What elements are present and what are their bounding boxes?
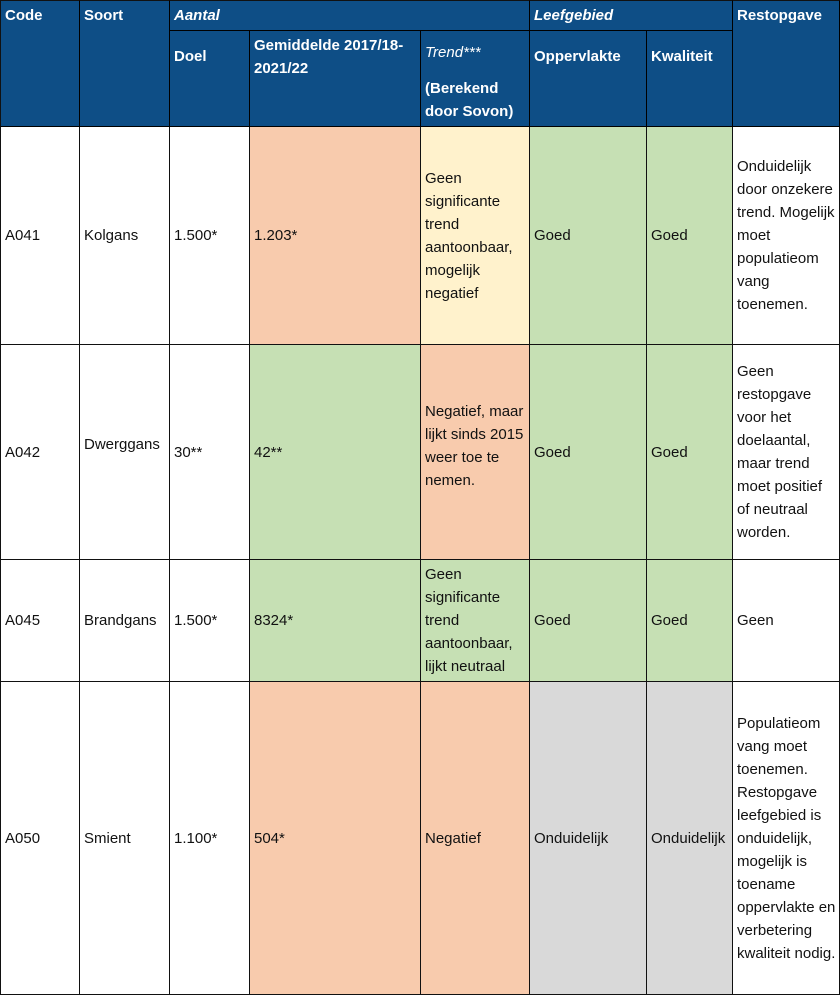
header-aantal-label: Aantal (174, 7, 220, 24)
row2-soort (80, 345, 170, 560)
row3-oppervlakte (530, 560, 647, 682)
header-trend (421, 31, 530, 127)
row1-trend-text: Geen significante trend aantoonbaar, mogelijk negatief (425, 169, 513, 302)
row3-code (0, 560, 80, 682)
row4-gemiddelde-text: 504* (254, 829, 285, 847)
header-soort: Soort (80, 0, 170, 127)
row3-trend-text: Geen significante trend aantoonbaar, lijkt neutraal (425, 566, 513, 675)
row4-trend-text: Negatief (425, 829, 481, 847)
row3-code-text: A045 (5, 612, 41, 629)
row4-doel (170, 682, 250, 995)
row3-oppervlakte-text: Goed (534, 612, 571, 629)
row4-kwaliteit (647, 682, 733, 995)
header-aantal (170, 0, 530, 31)
header-trend-label: Trend*** (425, 44, 481, 61)
row2-kwaliteit-text: Goed (651, 443, 688, 461)
row3-restopgave-text: Geen (737, 612, 774, 629)
row3-gemiddelde-text: 8324* (254, 612, 294, 629)
row3-soort-text: Brandgans (84, 612, 157, 629)
row1-restopgave (733, 127, 840, 345)
row4-oppervlakte-text: Onduidelijk (534, 829, 609, 847)
row3-gemiddelde (250, 560, 421, 682)
row2-soort-text: Dwerggans (84, 435, 160, 453)
row2-doel (170, 345, 250, 560)
header-restopgave: Restopgave (733, 0, 840, 127)
header-code: Code (0, 0, 80, 127)
row2-kwaliteit (647, 345, 733, 560)
row2-trend (421, 345, 530, 560)
row4-code-text: A050 (5, 829, 41, 847)
row1-soort-text: Kolgans (84, 227, 139, 244)
row3-kwaliteit (647, 560, 733, 682)
row4-gemiddelde (250, 682, 421, 995)
header-oppervlakte: Oppervlakte (530, 31, 647, 127)
row2-oppervlakte (530, 345, 647, 560)
row2-gemiddelde (250, 345, 421, 560)
row3-doel-text: 1.500* (174, 612, 218, 629)
header-kwaliteit: Kwaliteit (647, 31, 733, 127)
row4-soort (80, 682, 170, 995)
row3-doel (170, 560, 250, 682)
row2-oppervlakte-text: Goed (534, 443, 571, 461)
row4-code (0, 682, 80, 995)
row1-trend (421, 127, 530, 345)
row1-soort (80, 127, 170, 345)
row3-trend (421, 560, 530, 682)
header-doel: Doel (170, 31, 250, 127)
row2-trend-text: Negatief, maar lijkt sinds 2015 weer toe te nemen. (425, 403, 524, 489)
row2-gemiddelde-text: 42** (254, 443, 283, 461)
row4-doel-text: 1.100* (174, 829, 218, 847)
header-gemiddelde: Gemiddelde 2017/18-2021/22 (250, 31, 421, 127)
row4-restopgave (733, 682, 840, 995)
row2-code (0, 345, 80, 560)
row1-restopgave-text: Onduidelijk door onzekere trend. Mogelijk moet populatieom vang toenemen. (737, 158, 835, 313)
row1-doel-text: 1.500* (174, 227, 218, 244)
row1-code (0, 127, 80, 345)
header-leefgebied-label: Leefgebied (534, 7, 614, 24)
row1-code-text: A041 (5, 227, 41, 244)
header-leefgebied (530, 0, 733, 31)
header-trend-sub: (Berekend door Sovon) (425, 80, 514, 120)
row2-code-text: A042 (5, 443, 41, 461)
row1-oppervlakte-text: Goed (534, 227, 571, 244)
row3-kwaliteit-text: Goed (651, 612, 688, 629)
row1-doel (170, 127, 250, 345)
row4-kwaliteit-text: Onduidelijk (651, 829, 726, 847)
row2-restopgave (733, 345, 840, 560)
row1-gemiddelde-text: 1.203* (254, 227, 298, 244)
row3-soort (80, 560, 170, 682)
row1-gemiddelde (250, 127, 421, 345)
row2-restopgave-text: Geen restopgave voor het doelaantal, maar trend moet positief of neutraal worden. (737, 363, 823, 541)
row4-oppervlakte (530, 682, 647, 995)
row4-trend (421, 682, 530, 995)
row4-restopgave-text: Populatieom vang moet toenemen. Restopgave leefgebied is onduidelijk, mogelijk is toename oppervlakte en verbetering kwaliteit nodig. (737, 714, 836, 962)
row4-soort-text: Smient (84, 829, 131, 847)
row3-restopgave (733, 560, 840, 682)
row1-kwaliteit (647, 127, 733, 345)
row2-doel-text: 30** (174, 443, 203, 461)
row1-oppervlakte (530, 127, 647, 345)
row1-kwaliteit-text: Goed (651, 227, 688, 244)
